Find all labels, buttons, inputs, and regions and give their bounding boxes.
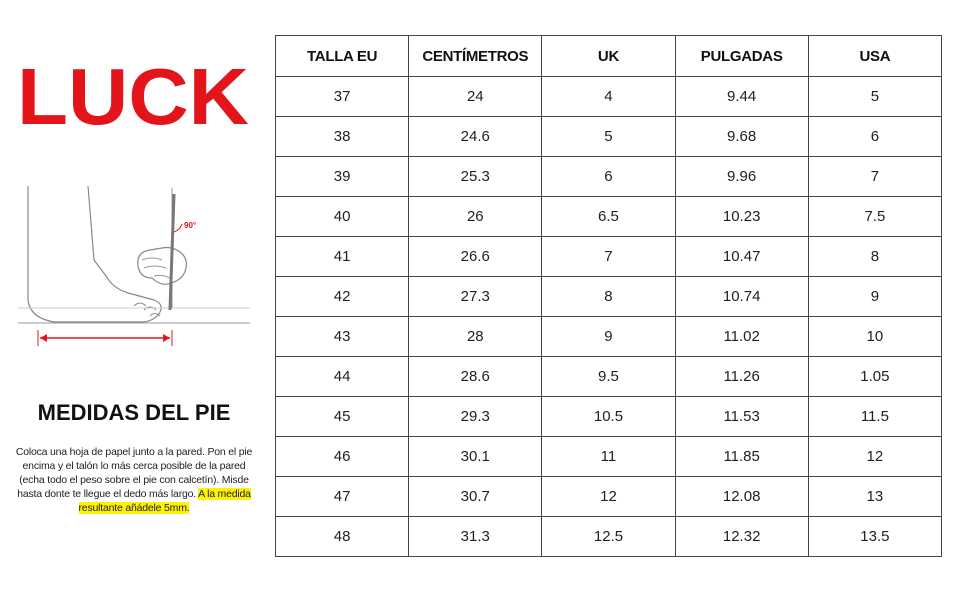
cell-eu: 39 [276, 157, 409, 197]
cell-usa: 7 [808, 157, 941, 197]
cell-usa: 9 [808, 277, 941, 317]
cell-cm: 28.6 [409, 357, 542, 397]
table-row [276, 197, 942, 237]
cell-inches: 9.96 [675, 157, 808, 197]
angle-arc [174, 224, 182, 232]
pencil-icon [170, 194, 174, 310]
header-usa: USA [808, 36, 941, 77]
table-row [276, 277, 942, 317]
cell-uk: 5 [542, 117, 675, 157]
instructions-body: Coloca una hoja de papel junto a la pared. Pon el pie encima y el talón lo más cerca posible de la pared (echa todo el peso sobre el pie con calcetín). Misde hasta donte te llegue el dedo más largo. [15, 446, 253, 500]
cell-uk: 6 [542, 157, 675, 197]
cell-cm: 24 [409, 77, 542, 117]
cell-usa: 7.5 [808, 197, 941, 237]
cell-inches: 9.44 [675, 77, 808, 117]
cell-uk: 11 [542, 437, 675, 477]
cell-usa: 13 [808, 477, 941, 517]
cell-inches: 11.53 [675, 397, 808, 437]
cell-uk: 4 [542, 77, 675, 117]
cell-cm: 25.3 [409, 157, 542, 197]
logo-text: LUCK [17, 62, 250, 132]
instructions-highlight: A la medida resultante añádele 5mm. [78, 488, 251, 514]
cell-eu: 40 [276, 197, 409, 237]
table-row [276, 237, 942, 277]
cell-usa: 12 [808, 437, 941, 477]
cell-cm: 27.3 [409, 277, 542, 317]
cell-eu: 46 [276, 437, 409, 477]
cell-uk: 10.5 [542, 397, 675, 437]
cell-inches: 9.68 [675, 117, 808, 157]
cell-uk: 6.5 [542, 197, 675, 237]
cell-uk: 9 [542, 317, 675, 357]
cell-usa: 11.5 [808, 397, 941, 437]
header-uk: UK [542, 36, 675, 77]
cell-cm: 24.6 [409, 117, 542, 157]
hand-outline-icon [138, 248, 187, 285]
arrow-head-right [163, 334, 170, 342]
table-row [276, 477, 942, 517]
cell-inches: 10.74 [675, 277, 808, 317]
cell-usa: 10 [808, 317, 941, 357]
measurement-guide-panel [0, 0, 268, 600]
cell-cm: 30.7 [409, 477, 542, 517]
cell-eu: 48 [276, 517, 409, 557]
cell-eu: 42 [276, 277, 409, 317]
section-title: MEDIDAS DEL PIE [37, 400, 231, 425]
cell-usa: 1.05 [808, 357, 941, 397]
header-centimetros: CENTÍMETROS [409, 36, 542, 77]
cell-inches: 10.23 [675, 197, 808, 237]
table-row [276, 437, 942, 477]
cell-uk: 9.5 [542, 357, 675, 397]
cell-uk: 12.5 [542, 517, 675, 557]
cell-cm: 26.6 [409, 237, 542, 277]
table-row [276, 517, 942, 557]
cell-uk: 7 [542, 237, 675, 277]
cell-inches: 12.08 [675, 477, 808, 517]
cell-cm: 28 [409, 317, 542, 357]
cell-inches: 10.47 [675, 237, 808, 277]
cell-uk: 8 [542, 277, 675, 317]
cell-eu: 41 [276, 237, 409, 277]
cell-inches: 11.26 [675, 357, 808, 397]
table-row [276, 317, 942, 357]
cell-inches: 11.02 [675, 317, 808, 357]
table-row [276, 397, 942, 437]
luck-logo [14, 62, 252, 132]
header-talla-eu: TALLA EU [276, 36, 409, 77]
table-row [276, 77, 942, 117]
table-row [276, 117, 942, 157]
cell-eu: 37 [276, 77, 409, 117]
cell-uk: 12 [542, 477, 675, 517]
arrow-head-left [40, 334, 47, 342]
toes-outline [134, 303, 160, 316]
cell-usa: 8 [808, 237, 941, 277]
cell-cm: 31.3 [409, 517, 542, 557]
angle-label: 90° [184, 221, 197, 230]
cell-cm: 29.3 [409, 397, 542, 437]
cell-usa: 5 [808, 77, 941, 117]
cell-inches: 11.85 [675, 437, 808, 477]
table-row [276, 157, 942, 197]
hand-fingers [142, 258, 170, 278]
cell-eu: 45 [276, 397, 409, 437]
foot-measuring-illustration [14, 180, 254, 360]
table-header-row [276, 36, 942, 77]
cell-eu: 43 [276, 317, 409, 357]
cell-eu: 44 [276, 357, 409, 397]
cell-usa: 6 [808, 117, 941, 157]
instructions-text [14, 445, 254, 515]
header-pulgadas: PULGADAS [675, 36, 808, 77]
cell-inches: 12.32 [675, 517, 808, 557]
cell-cm: 26 [409, 197, 542, 237]
size-conversion-table [275, 35, 942, 557]
cell-eu: 38 [276, 117, 409, 157]
cell-usa: 13.5 [808, 517, 941, 557]
cell-cm: 30.1 [409, 437, 542, 477]
table-row [276, 357, 942, 397]
cell-eu: 47 [276, 477, 409, 517]
